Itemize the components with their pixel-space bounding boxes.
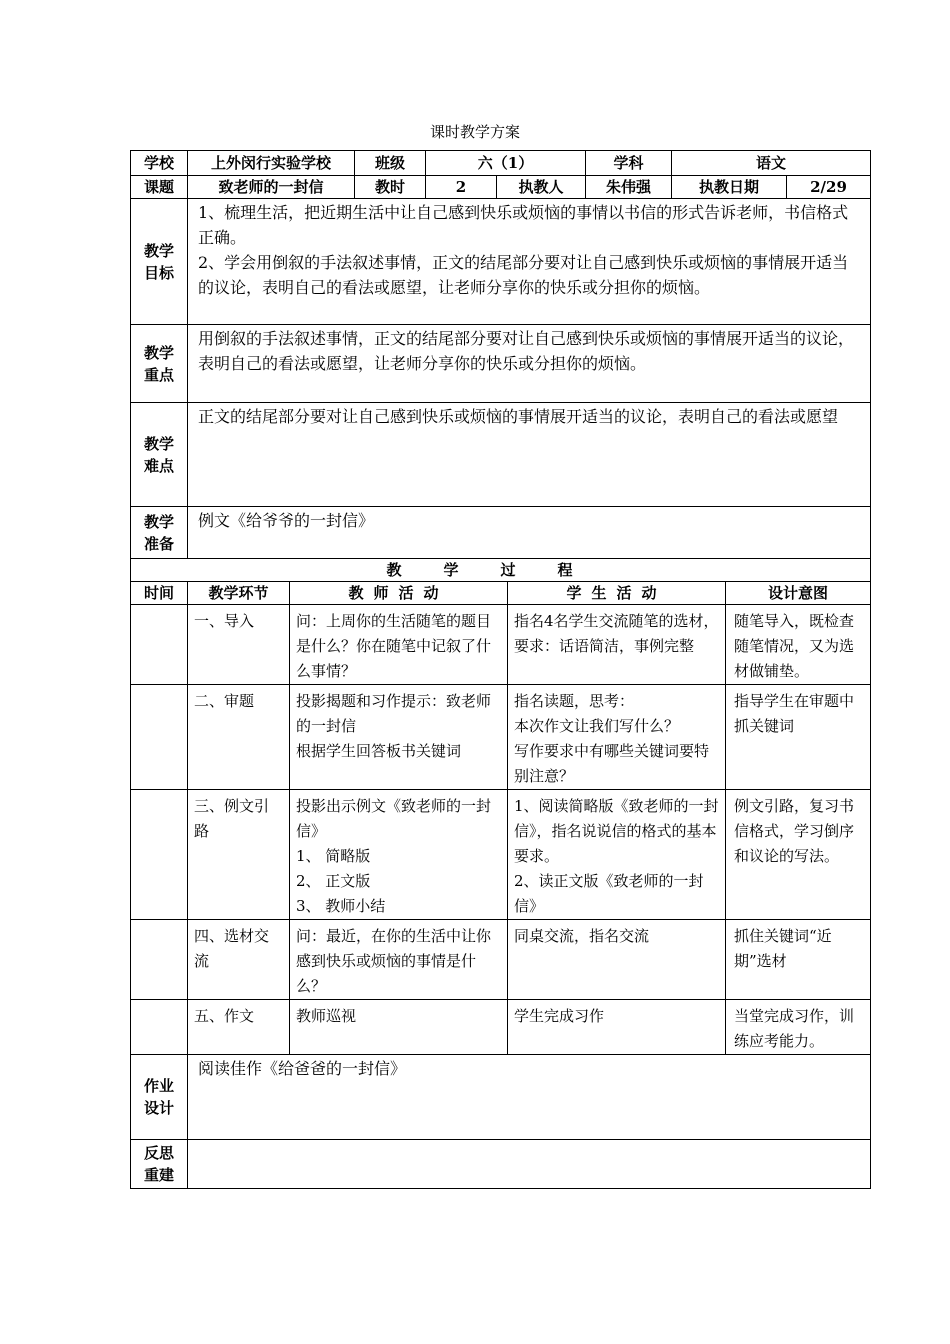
difficulties-label: 教学 难点 [131, 403, 188, 507]
homework-text: 阅读佳作《给爸爸的一封信》 [188, 1055, 871, 1140]
homework-row [131, 1055, 871, 1140]
col-teacher: 教师活动 [290, 582, 508, 605]
row-stage: 四、选材交流 [188, 920, 290, 1000]
row-intent: 随笔导入，既检查随笔情况，又为选材做铺垫。 [726, 605, 871, 685]
row-time [131, 685, 188, 790]
process-row [131, 605, 871, 685]
row-stage: 三、例文引路 [188, 790, 290, 920]
teacher-value: 朱伟强 [586, 176, 672, 199]
row-student: 同桌交流，指名交流 [508, 920, 726, 1000]
info-row-school [131, 151, 871, 176]
subject-label: 学科 [586, 151, 672, 176]
preparation-text: 例文《给爷爷的一封信》 [188, 507, 871, 559]
process-row [131, 920, 871, 1000]
goals-text: 1、梳理生活，把近期生活中让自己感到快乐或烦恼的事情以书信的形式告诉老师，书信格式正确。 2、学会用倒叙的手法叙述事情，正文的结尾部分要对让自己感到快乐或烦恼的事情展开适当的议论，表明自己的看法或愿望，让老师分享你的快乐或分担你的烦恼。 [188, 199, 871, 325]
row-time [131, 605, 188, 685]
school-label: 学校 [131, 151, 188, 176]
process-row [131, 790, 871, 920]
col-intent: 设计意图 [726, 582, 871, 605]
process-table [130, 558, 871, 1189]
info-row-topic [131, 176, 871, 199]
reflection-text [188, 1140, 871, 1189]
row-teacher: 问：上周你的生活随笔的题目是什么？你在随笔中记叙了什么事情？ [290, 605, 508, 685]
row-teacher: 投影揭题和习作提示：致老师的一封信 根据学生回答板书关键词 [290, 685, 508, 790]
class-value: 六（1） [426, 151, 586, 176]
class-label: 班级 [355, 151, 426, 176]
row-teacher: 问：最近，在你的生活中让你感到快乐或烦恼的事情是什么？ [290, 920, 508, 1000]
row-teacher: 投影出示例文《致老师的一封信》 1、 简略版 2、 正文版 3、 教师小结 [290, 790, 508, 920]
row-teacher: 教师巡视 [290, 1000, 508, 1055]
subject-value: 语文 [672, 151, 871, 176]
process-row [131, 1000, 871, 1055]
row-student: 指名4名学生交流随笔的选材，要求：话语简洁，事例完整 [508, 605, 726, 685]
teacher-label: 执教人 [497, 176, 586, 199]
difficulties-row [131, 403, 871, 507]
row-stage: 二、审题 [188, 685, 290, 790]
row-intent: 抓住关键词“近期”选材 [726, 920, 871, 1000]
row-intent: 当堂完成习作，训练应考能力。 [726, 1000, 871, 1055]
school-value: 上外闵行实验学校 [188, 151, 355, 176]
reflection-label: 反思 重建 [131, 1140, 188, 1189]
row-stage: 五、作文 [188, 1000, 290, 1055]
reflection-row [131, 1140, 871, 1189]
process-heading-row [131, 559, 871, 582]
row-student: 指名读题，思考： 本次作文让我们写什么？ 写作要求中有哪些关键词要特别注意？ [508, 685, 726, 790]
row-intent: 指导学生在审题中抓关键词 [726, 685, 871, 790]
preparation-row [131, 507, 871, 559]
preparation-label: 教学 准备 [131, 507, 188, 559]
goals-row [131, 199, 871, 325]
key-points-row [131, 325, 871, 403]
topic-label: 课题 [131, 176, 188, 199]
row-time [131, 790, 188, 920]
date-value: 2/29 [787, 176, 871, 199]
row-student: 学生完成习作 [508, 1000, 726, 1055]
process-row [131, 685, 871, 790]
row-intent: 例文引路，复习书信格式，学习倒序和议论的写法。 [726, 790, 871, 920]
topic-value: 致老师的一封信 [188, 176, 355, 199]
page-title: 课时教学方案 [429, 123, 520, 141]
col-stage: 教学环节 [188, 582, 290, 605]
col-student: 学生活动 [508, 582, 726, 605]
key-points-text: 用倒叙的手法叙述事情，正文的结尾部分要对让自己感到快乐或烦恼的事情展开适当的议论，表明自己的看法或愿望，让老师分享你的快乐或分担你的烦恼。 [188, 325, 871, 403]
row-time [131, 1000, 188, 1055]
date-label: 执教日期 [672, 176, 787, 199]
lesson-info-table [130, 150, 871, 559]
hours-value: 2 [426, 176, 497, 199]
goals-label: 教学 目标 [131, 199, 188, 325]
row-stage: 一、导入 [188, 605, 290, 685]
row-student: 1、阅读简略版《致老师的一封信》，指名说说信的格式的基本要求。 2、读正文版《致老师的一封信》 [508, 790, 726, 920]
process-heading: 教学过程 [131, 559, 871, 582]
key-points-label: 教学 重点 [131, 325, 188, 403]
hours-label: 教时 [355, 176, 426, 199]
row-time [131, 920, 188, 1000]
process-header-row [131, 582, 871, 605]
col-time: 时间 [131, 582, 188, 605]
difficulties-text: 正文的结尾部分要对让自己感到快乐或烦恼的事情展开适当的议论，表明自己的看法或愿望 [188, 403, 871, 507]
homework-label: 作业 设计 [131, 1055, 188, 1140]
